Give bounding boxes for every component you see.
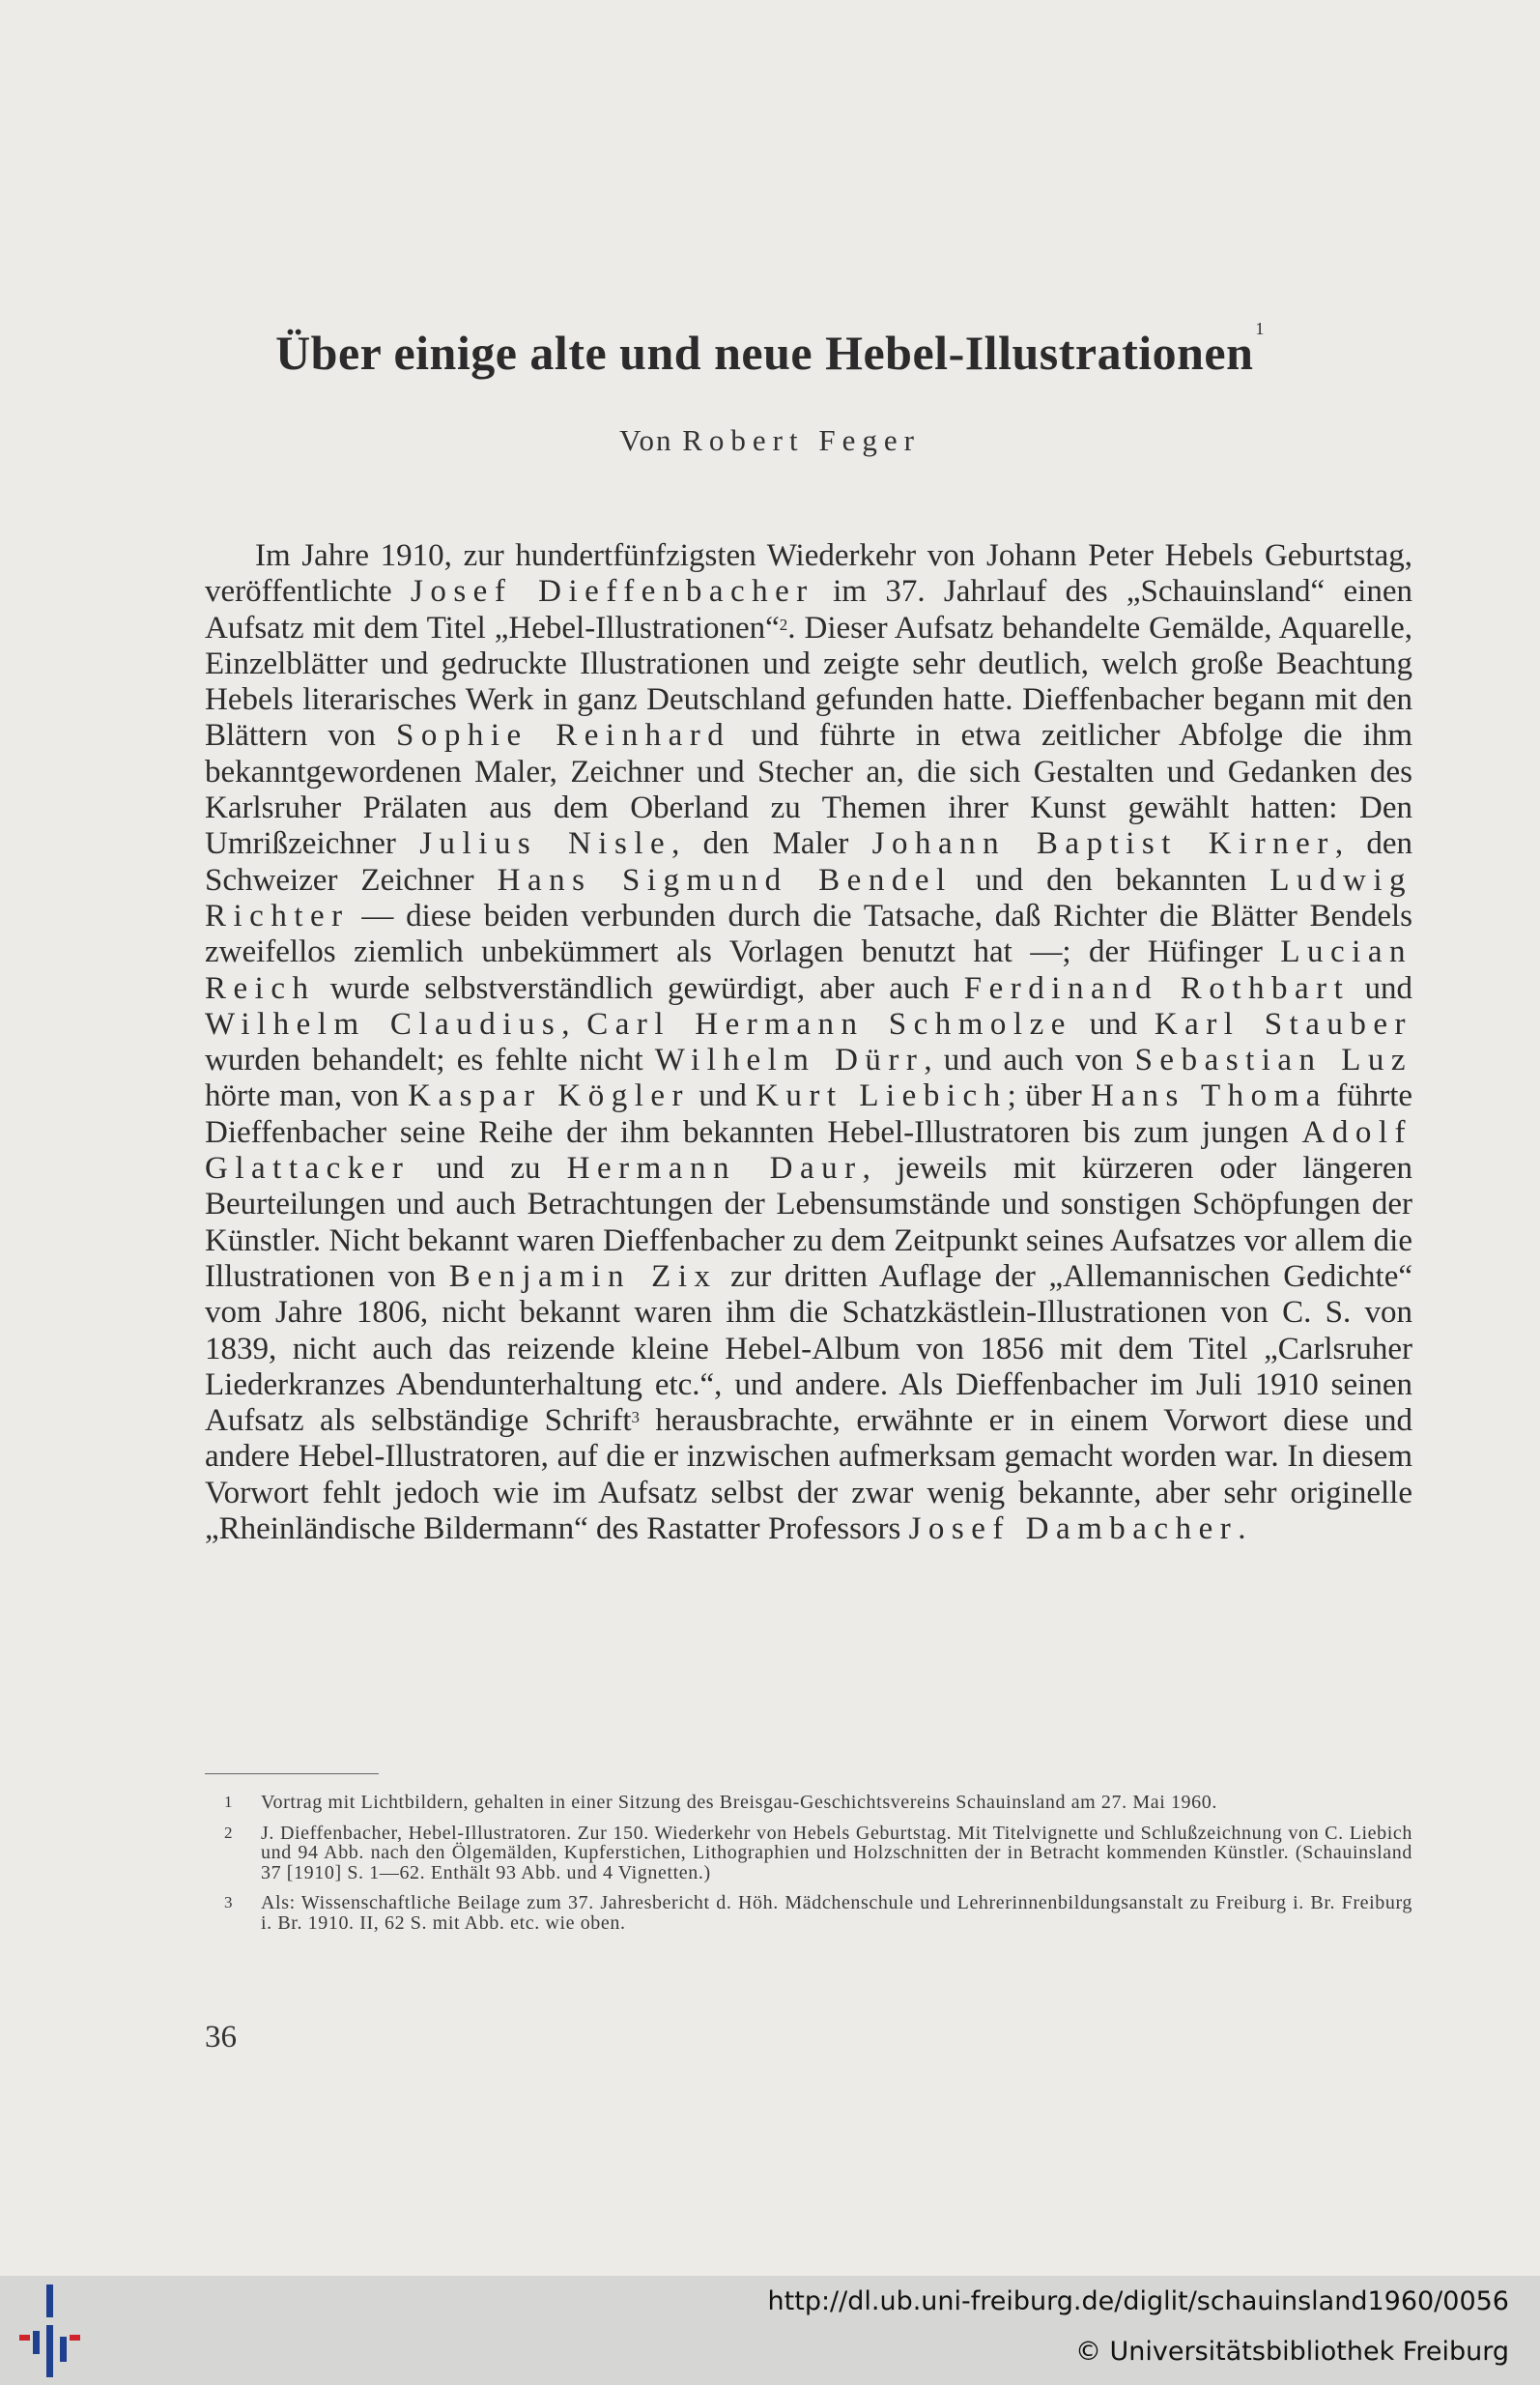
article-body — [205, 538, 1412, 1547]
body-paragraph: Im Jahre 1910, zur hundertfünfzigsten Wiederkehr von Johann Peter Hebels Geburtstag, veröffentlichte Josef Dieffenbacher im 37. Jahrlauf des „Schauinsland“ einen Aufsatz mit dem Titel „Hebel-Illustrationen“$^2$. Dieser Aufsatz behandelte Gemälde, Aquarelle, Einzelblätter und gedruckte Illustrationen und zeigte sehr deutlich, welch große Beachtung Hebels literarisches Werk in ganz Deutschland gefunden hatte. Dieffenbacher begann mit den Blättern von Sophie Reinhard und führte in etwa zeitlicher Abfolge die ihm bekanntgewordenen Maler, Zeichner und Stecher an, die sich Gestalten und Gedanken des Karlsruher Prälaten aus dem Oberland zu Themen ihrer Kunst gewählt hatten: Den Umrißzeichner Julius Nisle, den Maler Johann Baptist Kirner, den Schweizer Zeichner Hans Sigmund Bendel und den bekannten Ludwig Richter — diese beiden verbunden durch die Tatsache, daß Richter die Blätter Bendels zweifellos ziemlich unbekümmert als Vorlagen benutzt hat —; der Hüfinger Lucian Reich wurde selbstverständlich gewürdigt, aber auch Ferdinand Rothbart und Wilhelm Claudius, Carl Hermann Schmolze und Karl Stauber wurden behandelt; es fehlte nicht Wilhelm Dürr, und auch von Sebastian Luz hörte man, von Kaspar Kögler und Kurt Liebich; über Hans Thoma führte Dieffenbacher seine Reihe der ihm bekannten Hebel-Illustratoren bis zum jungen Adolf Glattacker und zu Hermann Daur, jeweils mit kürzeren oder längeren Beurteilungen und auch Betrachtungen der Lebensumstände und sonstigen Schöpfungen der Künstler. Nicht bekannt waren Dieffenbacher zu dem Zeitpunkt seines Aufsatzes vor allem die Illustrationen von Benjamin Zix zur dritten Auflage der „Allemannischen Gedichte“ vom Jahre 1806, nicht bekannt waren ihm die Schatzkästlein-Illustrationen von C. S. von 1839, nicht auch das reizende kleine Hebel-Album von 1856 mit dem Titel „Carlsruher Liederkranzes Abendunterhaltung etc.“, und andere. Als Dieffenbacher im Juli 1910 seinen Aufsatz als selbständige Schrift$^3$ herausbrachte, erwähnte er in einem Vorwort diese und andere Hebel-Illustratoren, auf die er inzwischen aufmerksam gemacht worden war. In diesem Vorwort fehlt jedoch wie im Aufsatz selbst der zwar wenig bekannte, aber sehr originelle „Rheinländische Bildermann“ des Rastatter Professors Josef Dambacher. — [205, 538, 1413, 1547]
page-number: 36 — [205, 2020, 237, 2055]
footnote: 1 Vortrag mit Lichtbildern, gehalten in einer Sitzung des Breisgau-Geschichtsvereins Schauinsland am 27. Mai 1960. — [224, 1792, 1217, 1813]
footnotes — [205, 1793, 1412, 1943]
title-footnote-marker: 1 — [1255, 319, 1265, 338]
author-name: Robert Feger — [682, 423, 921, 457]
footnote: 3 Als: Wissenschaftliche Beilage zum 37. Jahresbericht d. Höh. Mädchenschule und Lehrerinnenbildungsanstalt zu Freiburg i. Br. Freiburg i. Br. 1910. II, 62 S. mit Abb. etc. wie oben. — [224, 1892, 1412, 1934]
document-url-link[interactable]: http://dl.ub.uni-freiburg.de/diglit/schauinsland1960/0056 — [767, 2286, 1509, 2316]
article-title: Über einige alte und neue Hebel-Illustrationen $^1$ — [275, 319, 1265, 380]
footnote-divider — [205, 1773, 379, 1774]
university-library-logo-icon — [17, 2283, 95, 2379]
copyright-notice: © Universitätsbibliothek Freiburg — [1074, 2337, 1509, 2367]
byline: Von Robert Feger — [619, 423, 921, 457]
footnote: 2 J. Dieffenbacher, Hebel-Illustratoren. Zur 150. Wiederkehr von Hebels Geburtstag. Mit Titelvignette und Schlußzeichnung von C. Liebich und 94 Abb. nach den Ölgemälden, Kupferstichen, Lithographien und Holzschnitten der in Betracht kommenden Künstler. (Schauinsland 37 [1910] S. 1—62. Enthält 93 Abb. und 4 Vignetten.) — [224, 1822, 1412, 1883]
